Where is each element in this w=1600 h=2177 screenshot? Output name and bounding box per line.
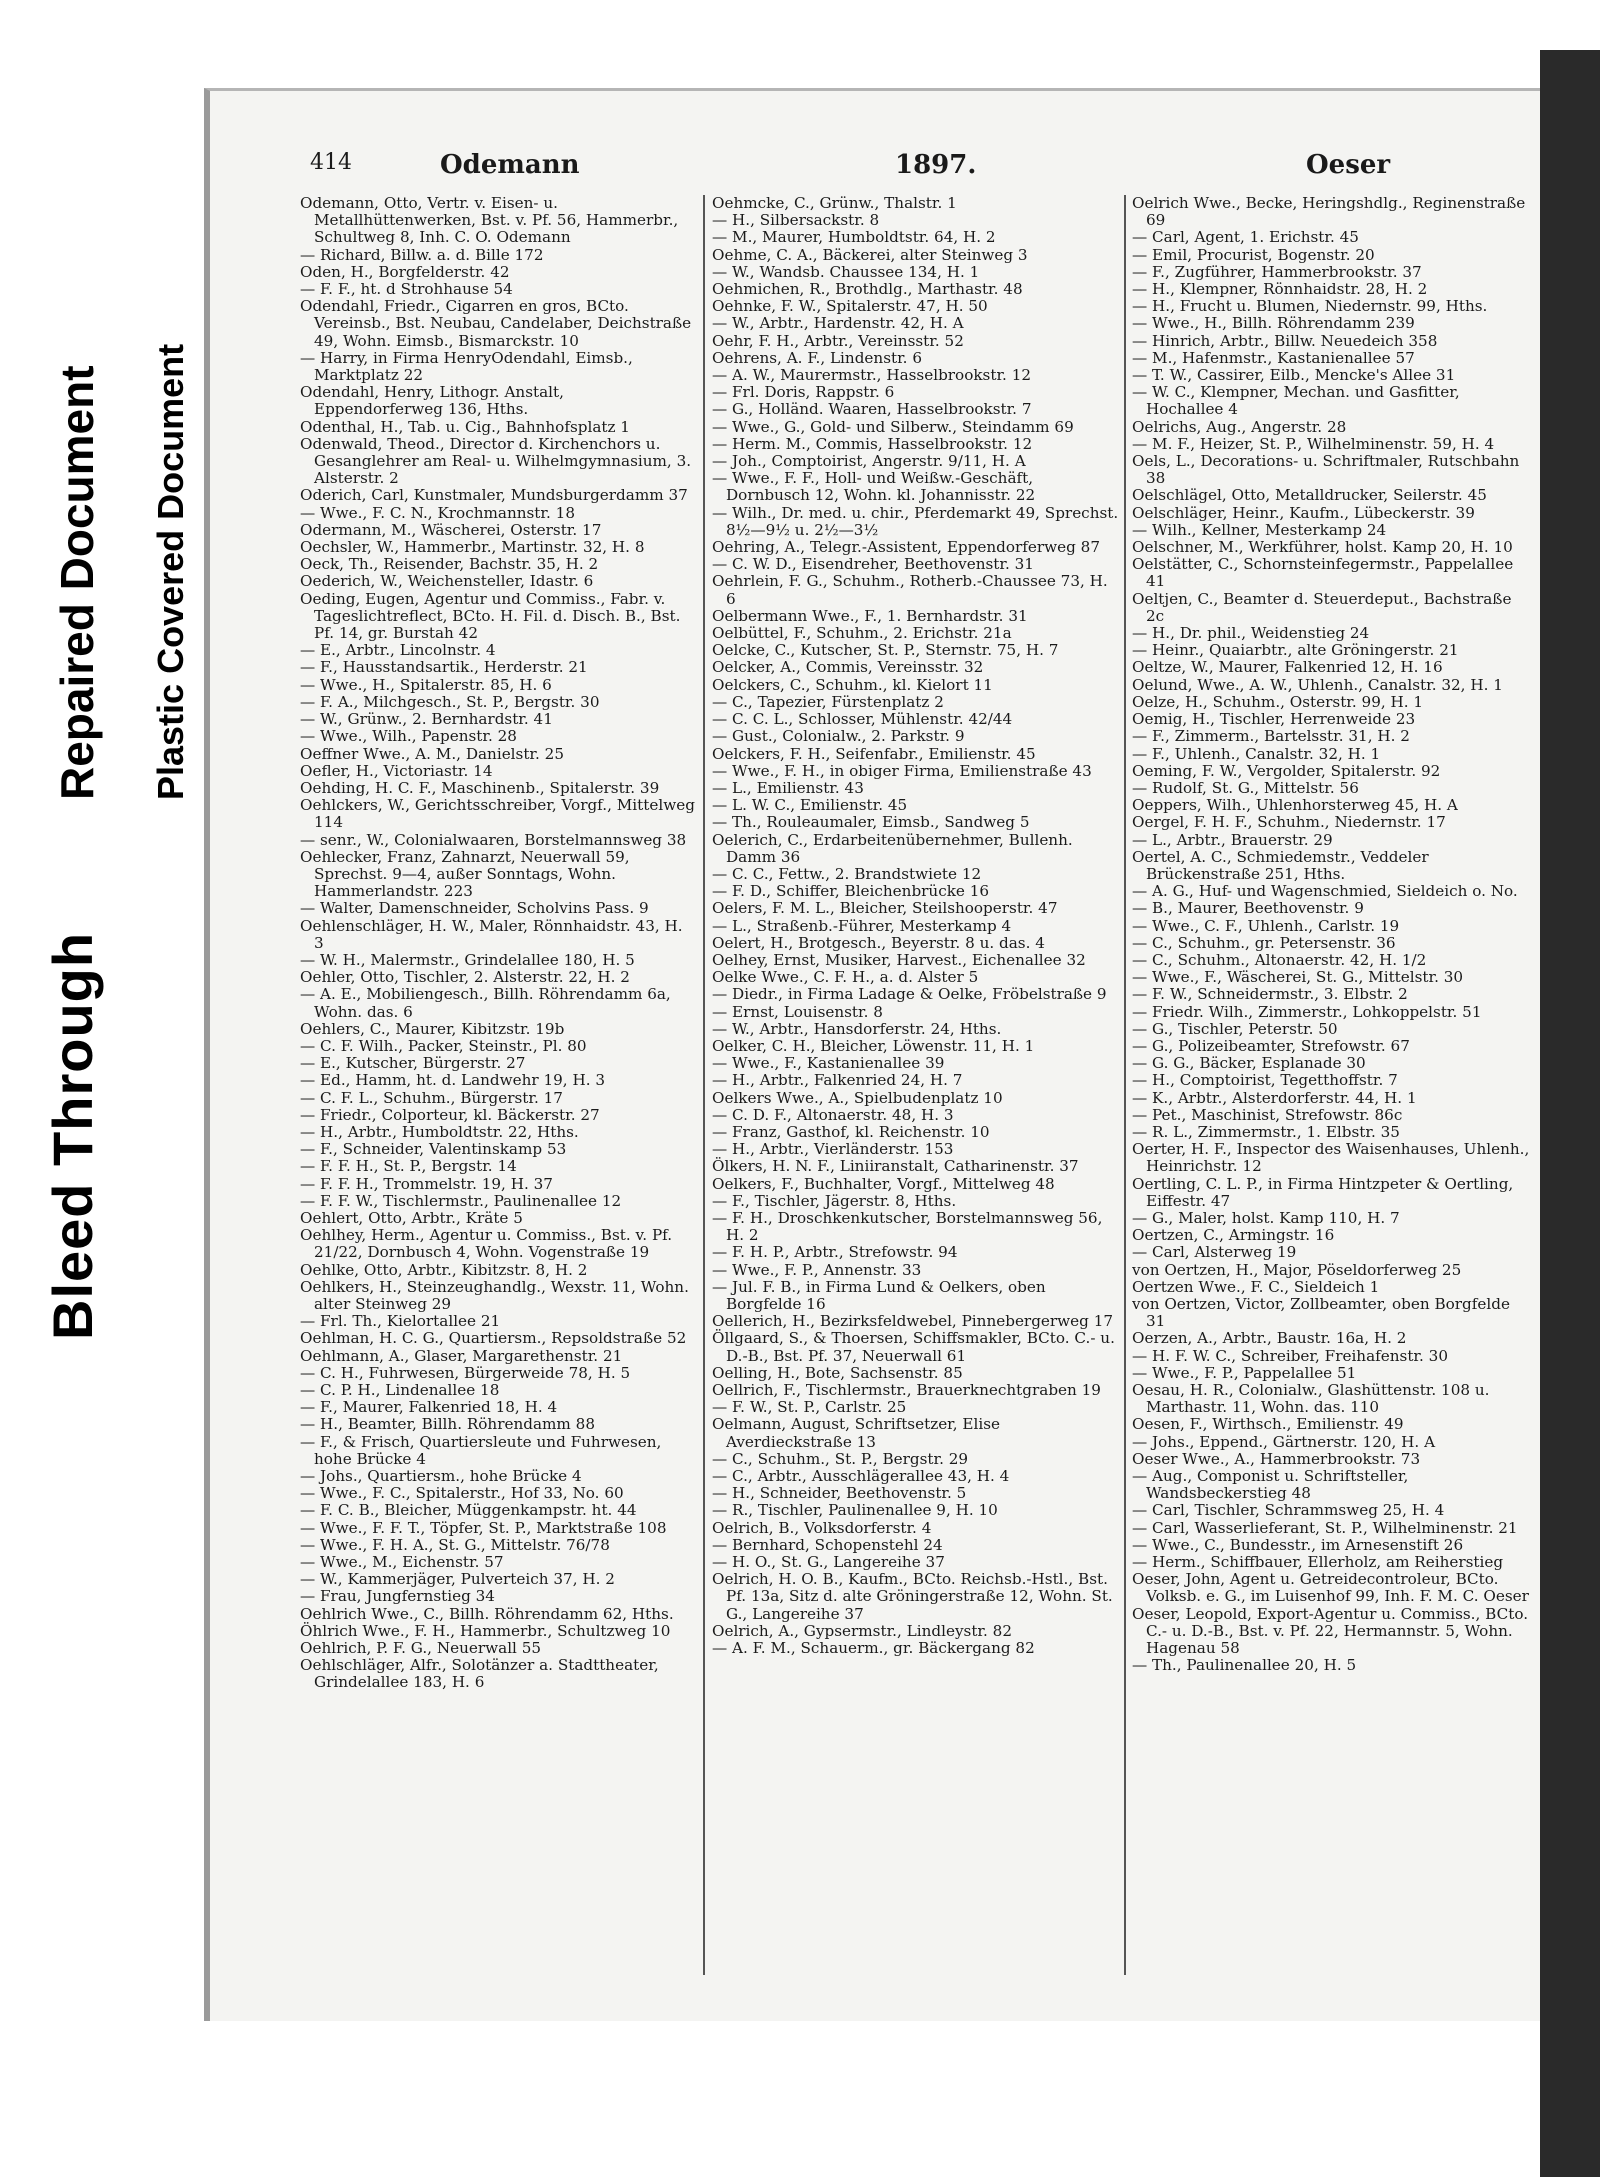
directory-entry: — H., Comptoirist, Tegetthoffstr. 7 [1132,1071,1398,1090]
directory-entry: Oerter, H. F., Inspector des Waisenhauses, Uhlenh., Heinrichstr. 12 [1132,1140,1530,1176]
directory-entry: — C. P. H., Lindenallee 18 [300,1381,500,1400]
directory-entry: — Wwe., F. C. N., Krochmannstr. 18 [300,503,575,522]
directory-entry: — Harry, in Firma HenryOdendahl, Eimsb., Marktplatz 22 [300,348,633,385]
directory-entry: — M., Maurer, Humboldtstr. 64, H. 2 [712,228,996,247]
directory-entry: Odendahl, Friedr., Cigarren en gros, BCto. Vereinsb., Bst. Neubau, Candelaber, Deichstraße 49, Wohn. Eimsb., Bismarckstr. 10 [300,297,692,350]
directory-entry: Öllgaard, S., & Thoersen, Schiffsmakler, BCto. C.- u. D.-B., Bst. Pf. 37, Neuerwall 61 [712,1329,1115,1365]
directory-entry: Oeltze, W., Maurer, Falkenried 12, H. 16 [1132,658,1443,677]
directory-entry: Oelcke, C., Kutscher, St. P., Sternstr. 75, H. 7 [712,641,1059,660]
directory-entry: Oesau, H. R., Colonialw., Glashüttenstr. 108 u. Marthastr. 11, Wohn. das. 110 [1132,1381,1490,1417]
directory-entry: Oehlhey, Herm., Agentur u. Commiss., Bst. v. Pf. 21/22, Dornbusch 4, Wohn. Vogenstraße 19 [300,1226,673,1262]
directory-entry: — Th., Rouleaumaler, Eimsb., Sandweg 5 [712,813,1030,832]
directory-entry: Oehnke, F. W., Spitalerstr. 47, H. 50 [712,297,988,316]
column-divider [1124,195,1126,1975]
directory-entry: — H., Silbersackstr. 8 [712,211,880,230]
directory-entry: Oehler, Otto, Tischler, 2. Alsterstr. 22, H. 2 [300,968,630,987]
directory-entry: — F. D., Schiffer, Bleichenbrücke 16 [712,882,990,901]
directory-entry: Oelund, Wwe., A. W., Uhlenh., Canalstr. 32, H. 1 [1132,675,1503,694]
directory-entry: Oehding, H. C. F., Maschinenb., Spitalerstr. 39 [300,778,660,797]
directory-entry: Oeser, Leopold, Export-Agentur u. Commiss., BCto. C.- u. D.-B., Bst. v. Pf. 22, Hermannstr. 5, Wohn. Hagenau 58 [1132,1604,1529,1658]
directory-entry: — F. F., ht. d Strohhause 54 [300,280,513,299]
directory-entry: Odermann, M., Wäscherei, Osterstr. 17 [300,520,602,539]
page-number: 414 [310,150,352,175]
directory-entry: — Carl, Tischler, Schrammsweg 25, H. 4 [1132,1501,1445,1520]
directory-entry: — H., Klempner, Rönnhaidstr. 28, H. 2 [1132,280,1428,299]
directory-entry: Oehlschläger, Alfr., Solotänzer a. Stadttheater, Grindelallee 183, H. 6 [300,1656,659,1692]
directory-entry: — Wwe., M., Eichenstr. 57 [300,1553,504,1572]
directory-entry: — W., Wandsb. Chaussee 134, H. 1 [712,262,980,281]
directory-entry: — C., Schuhm., Altonaerstr. 42, H. 1/2 [1132,950,1427,969]
directory-entry: Öhlrich Wwe., F. H., Hammerbr., Schultzweg 10 [300,1621,671,1640]
directory-entry: — Pet., Maschinist, Strefowstr. 86c [1132,1105,1403,1124]
directory-entry: — Herm. M., Commis, Hasselbrookstr. 12 [712,434,1033,453]
directory-entry: — Wwe., H., Spitalerstr. 85, H. 6 [300,675,552,694]
directory-entry: Odendahl, Henry, Lithogr. Anstalt, Eppendorferweg 136, Hths. [300,383,564,419]
directory-entry: — L., Arbtr., Brauerstr. 29 [1132,830,1333,849]
directory-entry: Oeck, Th., Reisender, Bachstr. 35, H. 2 [300,555,599,574]
directory-entry: Oehme, C. A., Bäckerei, alter Steinweg 3 [712,245,1028,264]
directory-entry: Oelkers, F., Buchhalter, Vorgf., Mittelweg 48 [712,1174,1055,1193]
directory-entry: — A. F. M., Schauerm., gr. Bäckergang 82 [712,1639,1035,1658]
directory-entry: — Heinr., Quaiarbtr., alte Gröningerstr. 21 [1132,641,1459,660]
directory-entry: Oden, H., Borgfelderstr. 42 [300,262,510,281]
left-running-head: Odemann [440,150,580,180]
directory-entry: Oertzen, C., Armingstr. 16 [1132,1226,1335,1245]
directory-entry: — Ernst, Louisenstr. 8 [712,1002,883,1021]
directory-entry: — Wwe., G., Gold- und Silberw., Steindamm 69 [712,417,1074,436]
directory-entry: — Wwe., C., Bundesstr., im Arnesenstift 26 [1132,1535,1464,1554]
directory-entry: Oelckers, F. H., Seifenfabr., Emilienstr. 45 [712,744,1036,763]
directory-entry: — Carl, Alsterweg 19 [1132,1243,1297,1262]
directory-entry: — Bernhard, Schopenstehl 24 [712,1535,943,1554]
directory-entry: — L. W. C., Emilienstr. 45 [712,796,908,815]
directory-entry: Oelbermann Wwe., F., 1. Bernhardstr. 31 [712,606,1028,625]
directory-entry: Oehrens, A. F., Lindenstr. 6 [712,348,922,367]
directory-entry: — R. L., Zimmermstr., 1. Elbstr. 35 [1132,1122,1400,1141]
directory-entry: — Joh., Comptoirist, Angerstr. 9/11, H. A [712,452,1026,471]
directory-entry: — C. F. L., Schuhm., Bürgerstr. 17 [300,1088,563,1107]
directory-entry: — Rudolf, St. G., Mittelstr. 56 [1132,778,1359,797]
directory-entry: Oehlke, Otto, Arbtr., Kibitzstr. 8, H. 2 [300,1260,588,1279]
directory-entry: — T. W., Cassirer, Eilb., Mencke's Allee 31 [1132,366,1456,385]
directory-entry: — Wwe., F. H., in obiger Firma, Emilienstraße 43 [712,761,1092,780]
directory-entry: Oelert, H., Brotgesch., Beyerstr. 8 u. das. 4 [712,933,1045,952]
directory-entry: — Wwe., F. F. T., Töpfer, St. P., Marktstraße 108 [300,1518,667,1537]
directory-entry: — Wwe., F. H. A., St. G., Mittelstr. 76/78 [300,1535,610,1554]
directory-entry: — H., Arbtr., Vierländerstr. 153 [712,1140,954,1159]
directory-entry: — Johs., Eppend., Gärtnerstr. 120, H. A [1132,1432,1436,1451]
directory-entry: — H. O., St. G., Langereihe 37 [712,1553,945,1572]
directory-entry: Oemig, H., Tischler, Herrenweide 23 [1132,710,1416,729]
directory-entry: — M., Hafenmstr., Kastanienallee 57 [1132,348,1415,367]
directory-entry: Oehlkers, H., Steinzeughandlg., Wexstr. 11, Wohn. alter Steinweg 29 [300,1277,689,1313]
repaired-document-label: Repaired Document [51,365,103,800]
directory-entry: — F., Hausstandsartik., Herderstr. 21 [300,658,588,677]
directory-entry: Oellerich, H., Bezirksfeldwebel, Pinnebergerweg 17 [712,1312,1114,1331]
directory-entry: Odemann, Otto, Vertr. v. Eisen- u. Metallhüttenwerken, Bst. v. Pf. 56, Hammerbr., Schultweg 8, Inh. C. O. Odemann [300,195,679,247]
directory-entry: — H., Arbtr., Humboldtstr. 22, Hths. [300,1122,579,1141]
directory-entry: Oeding, Eugen, Agentur und Commiss., Fabr. v. Tageslichtreflect, BCto. H. Fil. d. Disch. B., Bst. Pf. 14, gr. Burstah 42 [300,589,681,643]
directory-entry: — C. D. F., Altonaerstr. 48, H. 3 [712,1105,954,1124]
directory-entry: — K., Arbtr., Alsterdorferstr. 44, H. 1 [1132,1088,1417,1107]
directory-entry: Ölkers, H. N. F., Liniiranstalt, Catharinenstr. 37 [712,1157,1079,1176]
directory-entry: — W. H., Malermstr., Grindelallee 180, H. 5 [300,950,635,969]
directory-entry: — F., & Frisch, Quartiersleute und Fuhrwesen, hohe Brücke 4 [300,1432,662,1468]
directory-entry: Oelling, H., Bote, Sachsenstr. 85 [712,1363,963,1382]
directory-entry: Oelrich, H. O. B., Kaufm., BCto. Reichsb.-Hstl., Bst. Pf. 13a, Sitz d. alte Gröningerstraße 12, Wohn. St. G., Langereihe 37 [712,1570,1113,1623]
scanner-background-strip [1540,50,1600,2177]
column-divider [703,195,705,1975]
directory-entry: Oehlenschläger, H. W., Maler, Rönnhaidstr. 43, H. 3 [300,916,683,952]
directory-entry: Oelrich, A., Gypsermstr., Lindleystr. 82 [712,1621,1012,1640]
bleed-through-label: Bleed Through [41,931,104,1340]
directory-entry: Oelbüttel, F., Schuhm., 2. Erichstr. 21a [712,624,1012,643]
directory-entry: — G., Tischler, Peterstr. 50 [1132,1019,1338,1038]
directory-entry: Oehr, F. H., Arbtr., Vereinsstr. 52 [712,331,964,350]
directory-entry: — G., Maler, holst. Kamp 110, H. 7 [1132,1208,1400,1227]
directory-entry: — Wwe., F., Wäscherei, St. G., Mittelstr. 30 [1132,968,1464,987]
directory-entry: — F., Maurer, Falkenried 18, H. 4 [300,1398,558,1417]
directory-entry: — C., Arbtr., Ausschlägerallee 43, H. 4 [712,1467,1010,1486]
directory-entry: — A. W., Maurermstr., Hasselbrookstr. 12 [712,366,1032,385]
directory-entry: — Carl, Wasserlieferant, St. P., Wilhelminenstr. 21 [1132,1518,1518,1537]
directory-entry: Oelschlägel, Otto, Metalldrucker, Seilerstr. 45 [1132,486,1487,505]
directory-entry: Odenwald, Theod., Director d. Kirchenchors u. Gesanglehrer am Real- u. Wilhelmgymnasium, 3. Alsterstr. 2 [300,434,692,488]
directory-entry: Oelze, H., Schuhm., Osterstr. 99, H. 1 [1132,692,1424,711]
directory-entry: — Wwe., Wilh., Papenstr. 28 [300,727,517,746]
directory-entry: — Walter, Damenschneider, Scholvins Pass. 9 [300,899,649,918]
directory-entry: — Franz, Gasthof, kl. Reichenstr. 10 [712,1122,990,1141]
directory-entry: — Frau, Jungfernstieg 34 [300,1587,495,1606]
directory-entry: Oeltjen, C., Beamter d. Steuerdeput., Bachstraße 2c [1132,589,1512,625]
directory-entry: — L., Straßenb.-Führer, Mesterkamp 4 [712,916,1012,935]
directory-entry: — Wwe., F. C., Spitalerstr., Hof 33, No. 60 [300,1484,624,1503]
plastic-covered-label: Plastic Covered Document [150,343,191,800]
directory-entry: Oelstätter, C., Schornsteinfegermstr., Pappelallee 41 [1132,555,1514,591]
directory-entry: — Frl. Th., Kielortallee 21 [300,1312,501,1331]
directory-entry: Oelke Wwe., C. F. H., a. d. Alster 5 [712,968,979,987]
directory-entry: Oehlckers, W., Gerichtsschreiber, Vorgf., Mittelweg 114 [300,796,695,832]
directory-entry: — Wwe., F., Kastanienallee 39 [712,1054,945,1073]
directory-entry: Oechsler, W., Hammerbr., Martinstr. 32, H. 8 [300,538,645,557]
directory-entry: Oehrlein, F. G., Schuhm., Rotherb.-Chaussee 73, H. 6 [712,572,1108,608]
directory-entry: Oertel, A. C., Schmiedemstr., Veddeler Brückenstraße 251, Hths. [1132,847,1429,883]
directory-entry: — F. F. H., St. P., Bergstr. 14 [300,1157,517,1176]
directory-entry: — senr., W., Colonialwaaren, Borstelmannsweg 38 [300,830,687,849]
right-running-head: Oeser [1306,150,1391,180]
directory-entry: — C. C., Fettw., 2. Brandstwiete 12 [712,864,982,883]
directory-entry: Oeming, F. W., Vergolder, Spitalerstr. 92 [1132,761,1441,780]
directory-entry: Oeffner Wwe., A. M., Danielstr. 25 [300,744,565,763]
directory-entry: — Diedr., in Firma Ladage & Oelke, Fröbelstraße 9 [712,985,1107,1004]
directory-entry: — Wwe., C. F., Uhlenh., Carlstr. 19 [1132,916,1400,935]
directory-entry: — F. W., Schneidermstr., 3. Elbstr. 2 [1132,985,1408,1004]
directory-entry: — G., Holländ. Waaren, Hasselbrookstr. 7 [712,400,1032,419]
directory-entry: — F. A., Milchgesch., St. P., Bergstr. 30 [300,692,600,711]
directory-entry: von Oertzen, H., Major, Pöseldorferweg 25 [1132,1260,1462,1279]
directory-entry: — C. F. Wilh., Packer, Steinstr., Pl. 80 [300,1036,587,1055]
directory-entry: — W., Grünw., 2. Bernhardstr. 41 [300,710,553,729]
directory-entry: — F. F. W., Tischlermstr., Paulinenallee 12 [300,1191,622,1210]
directory-entry: — R., Tischler, Paulinenallee 9, H. 10 [712,1501,998,1520]
directory-entry: Oehring, A., Telegr.-Assistent, Eppendorferweg 87 [712,538,1100,557]
page-header [310,150,1391,190]
directory-entry: Oerzen, A., Arbtr., Baustr. 16a, H. 2 [1132,1329,1407,1348]
directory-entry: — H., Arbtr., Falkenried 24, H. 7 [712,1071,963,1090]
directory-entry: — Gust., Colonialw., 2. Parkstr. 9 [712,727,965,746]
directory-entry: Oergel, F. H. F., Schuhm., Niedernstr. 17 [1132,813,1446,832]
directory-entry: — G., Polizeibeamter, Strefowstr. 67 [1132,1036,1410,1055]
directory-entry: Oehlrich, P. F. G., Neuerwall 55 [300,1639,542,1658]
directory-entry: — B., Maurer, Beethovenstr. 9 [1132,899,1364,918]
directory-entry: Oelrichs, Aug., Angerstr. 28 [1132,417,1347,436]
directory-entry: — F., Schneider, Valentinskamp 53 [300,1140,567,1159]
directory-entry: — Th., Paulinenallee 20, H. 5 [1132,1656,1357,1675]
directory-entry: Oelerich, C., Erdarbeitenübernehmer, Bullenh. Damm 36 [712,830,1073,866]
directory-entry: — Emil, Procurist, Bogenstr. 20 [1132,245,1375,264]
directory-entry: — H., Schneider, Beethovenstr. 5 [712,1484,967,1503]
directory-entry: — Friedr. Wilh., Zimmerstr., Lohkoppelstr. 51 [1132,1002,1482,1021]
directory-entry: Oefler, H., Victoriastr. 14 [300,761,493,780]
directory-column-1 [300,195,695,1985]
directory-entry: Odenthal, H., Tab. u. Cig., Bahnhofsplatz 1 [300,417,630,436]
directory-entry: — Wwe., F. P., Annenstr. 33 [712,1260,922,1279]
directory-entry: — H. F. W. C., Schreiber, Freihafenstr. 30 [1132,1346,1449,1365]
directory-entry: Oertling, C. L. P., in Firma Hintzpeter & Oertling, Eiffestr. 47 [1132,1174,1514,1210]
directory-entry: — E., Arbtr., Lincolnstr. 4 [300,641,496,660]
directory-entry: Oelmann, August, Schriftsetzer, Elise Averdieckstraße 13 [712,1415,1001,1451]
directory-entry: Oelschner, M., Werkführer, holst. Kamp 20, H. 10 [1132,538,1513,557]
directory-entry: — C., Schuhm., St. P., Bergstr. 29 [712,1449,969,1468]
directory-entry: Oelkers Wwe., A., Spielbudenplatz 10 [712,1088,1003,1107]
directory-entry: — F., Uhlenh., Canalstr. 32, H. 1 [1132,744,1381,763]
directory-column-2 [712,195,1120,1985]
directory-entry: — L., Emilienstr. 43 [712,778,864,797]
directory-entry: Oelcker, A., Commis, Vereinsstr. 32 [712,658,984,677]
directory-entry: Oelckers, C., Schuhm., kl. Kielort 11 [712,675,993,694]
directory-entry: — Wwe., H., Billh. Röhrendamm 239 [1132,314,1415,333]
directory-entry: Oeser, John, Agent u. Getreidecontroleur, BCto. Volksb. e. G., im Luisenhof 99, Inh. F. M. C. Oeser [1132,1570,1529,1606]
directory-entry: Oehlers, C., Maurer, Kibitzstr. 19b [300,1019,565,1038]
directory-entry: Oelers, F. M. L., Bleicher, Steilshooperstr. 47 [712,899,1058,918]
directory-entry: — Wwe., F. P., Pappelallee 51 [1132,1363,1357,1382]
directory-entry: — Friedr., Colporteur, kl. Bäckerstr. 27 [300,1105,600,1124]
directory-entry: — F., Tischler, Jägerstr. 8, Hths. [712,1191,957,1210]
directory-entry: — Ed., Hamm, ht. d. Landwehr 19, H. 3 [300,1071,606,1090]
directory-entry: Oehlman, H. C. G., Quartiersm., Repsoldstraße 52 [300,1329,687,1348]
directory-entry: Oehlecker, Franz, Zahnarzt, Neuerwall 59, Sprechst. 9—4, außer Sonntags, Wohn. Hammerlandstr. 223 [300,847,630,901]
directory-entry: — A. E., Mobiliengesch., Billh. Röhrendamm 6a, Wohn. das. 6 [300,985,671,1021]
directory-entry: — Wilh., Kellner, Mesterkamp 24 [1132,520,1387,539]
directory-entry: von Oertzen, Victor, Zollbeamter, oben Borgfelde 31 [1132,1295,1510,1331]
directory-entry: — Jul. F. B., in Firma Lund & Oelkers, oben Borgfelde 16 [712,1277,1046,1313]
directory-entry: — Frl. Doris, Rappstr. 6 [712,383,895,402]
directory-entry: — F. H., Droschkenkutscher, Borstelmannsweg 56, H. 2 [712,1208,1103,1245]
directory-entry: — W., Arbtr., Hardenstr. 42, H. A [712,314,964,333]
directory-entry: Oels, L., Decorations- u. Schriftmaler, Rutschbahn 38 [1132,452,1520,488]
directory-entry: — Hinrich, Arbtr., Billw. Neuedeich 358 [1132,331,1438,350]
directory-entry: — W., Kammerjäger, Pulverteich 37, H. 2 [300,1570,615,1589]
directory-entry: Oehlrich Wwe., C., Billh. Röhrendamm 62, Hths. [300,1604,674,1623]
directory-entry: — H., Beamter, Billh. Röhrendamm 88 [300,1415,595,1434]
directory-entry: Oehmichen, R., Brothdlg., Marthastr. 48 [712,280,1023,299]
directory-entry: — F., Zugführer, Hammerbrookstr. 37 [1132,262,1422,281]
directory-entry: Oelrich Wwe., Becke, Heringshdlg., Reginenstraße 69 [1132,195,1526,230]
directory-entry: — F., Zimmerm., Bartelsstr. 31, H. 2 [1132,727,1410,746]
directory-entry: Oehmcke, C., Grünw., Thalstr. 1 [712,195,957,212]
directory-entry: — Herm., Schiffbauer, Ellerholz, am Reiherstieg [1132,1553,1504,1572]
directory-entry: — C. C. L., Schlosser, Mühlenstr. 42/44 [712,710,1013,729]
directory-entry: Oellrich, F., Tischlermstr., Brauerknechtgraben 19 [712,1381,1101,1400]
directory-entry: — Richard, Billw. a. d. Bille 172 [300,245,544,264]
directory-entry: Oehlert, Otto, Arbtr., Kräte 5 [300,1208,523,1227]
directory-entry: Oederich, W., Weichensteller, Idastr. 6 [300,572,594,591]
directory-entry: — E., Kutscher, Bürgerstr. 27 [300,1054,526,1073]
directory-entry: Oertzen Wwe., F. C., Sieldeich 1 [1132,1277,1380,1296]
directory-column-3 [1132,195,1530,1985]
directory-entry: — C. H., Fuhrwesen, Bürgerweide 78, H. 5 [300,1363,631,1382]
directory-entry: Oderich, Carl, Kunstmaler, Mundsburgerdamm 37 [300,486,688,505]
directory-entry: Oehlmann, A., Glaser, Margarethenstr. 21 [300,1346,623,1365]
directory-entry: — W., Arbtr., Hansdorferstr. 24, Hths. [712,1019,1002,1038]
directory-entry: — H., Dr. phil., Weidenstieg 24 [1132,624,1370,643]
directory-entry: — F. H. P., Arbtr., Strefowstr. 94 [712,1243,958,1262]
directory-entry: Oeppers, Wilh., Uhlenhorsterweg 45, H. A [1132,796,1458,815]
directory-entry: — Wilh., Dr. med. u. chir., Pferdemarkt 49, Sprechst. 8½—9½ u. 2½—3½ [712,503,1119,539]
directory-entry: Oelker, C. H., Bleicher, Löwenstr. 11, H. 1 [712,1036,1035,1055]
directory-entry: — F. C. B., Bleicher, Müggenkampstr. ht. 44 [300,1501,637,1520]
directory-entry: — Carl, Agent, 1. Erichstr. 45 [1132,228,1359,247]
directory-entry: — F. W., St. P., Carlstr. 25 [712,1398,907,1417]
directory-entry: — W. C., Klempner, Mechan. und Gasfitter, Hochallee 4 [1132,383,1460,419]
directory-entry: — Wwe., F. F., Holl- und Weißw.-Geschäft, Dornbusch 12, Wohn. kl. Johannisstr. 22 [712,469,1036,505]
directory-entry: Oelrich, B., Volksdorferstr. 4 [712,1518,932,1537]
directory-entry: Oelschläger, Heinr., Kaufm., Lübeckerstr. 39 [1132,503,1475,522]
directory-entry: — A. G., Huf- und Wagenschmied, Sieldeich o. No. [1132,882,1518,901]
year-heading: 1897. [895,150,977,180]
directory-entry: — F. F. H., Trommelstr. 19, H. 37 [300,1174,553,1193]
directory-entry: — C., Tapezier, Fürstenplatz 2 [712,692,944,711]
directory-entry: — Aug., Componist u. Schriftsteller, Wandsbeckerstieg 48 [1132,1467,1409,1503]
directory-entry: — M. F., Heizer, St. P., Wilhelminenstr. 59, H. 4 [1132,434,1495,453]
directory-entry: — G. G., Bäcker, Esplanade 30 [1132,1054,1366,1073]
directory-entry: Oelhey, Ernst, Musiker, Harvest., Eichenallee 32 [712,950,1086,969]
directory-entry: Oesen, F., Wirthsch., Emilienstr. 49 [1132,1415,1404,1434]
directory-entry: — C. W. D., Eisendreher, Beethovenstr. 31 [712,555,1034,574]
directory-entry: Oeser Wwe., A., Hammerbrookstr. 73 [1132,1449,1421,1468]
directory-entry: — Johs., Quartiersm., hohe Brücke 4 [300,1467,582,1486]
directory-entry: — H., Frucht u. Blumen, Niedernstr. 99, Hths. [1132,297,1488,316]
directory-entry: — C., Schuhm., gr. Petersenstr. 36 [1132,933,1396,952]
